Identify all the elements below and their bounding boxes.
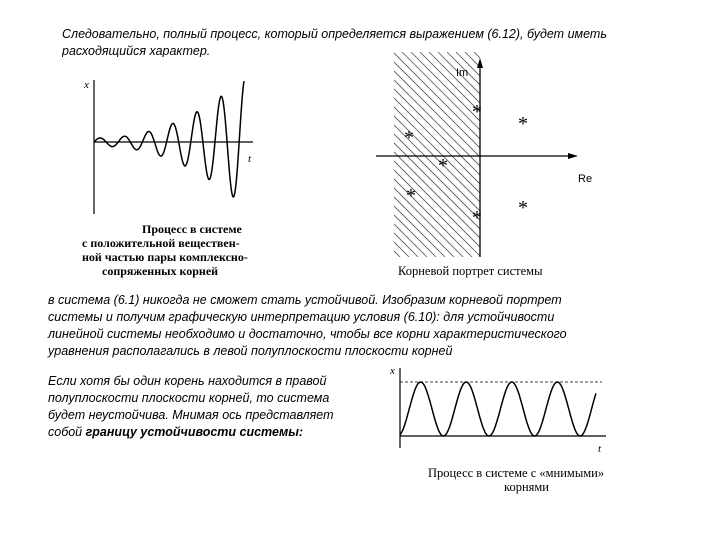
re-axis-label: Re: [578, 173, 593, 185]
hatch-line: [501, 52, 706, 257]
hatch-line: [456, 52, 661, 257]
paragraph-2-line: линейной системы необходимо и достаточно, чтобы все корни характеристического: [48, 327, 567, 341]
paragraph-3-line: полуплоскости плоскости корней, то система: [48, 391, 330, 405]
paragraph-2-line: системы и получим графическую интерпретацию условия (6.10): для устойчивости: [48, 310, 555, 324]
plot2-caption-line: Процесс в системе с «мнимыми»: [428, 466, 605, 480]
root-portrait-caption: Корневой портрет системы: [398, 264, 543, 278]
plot1-caption-line: ной частью пары комплексно-: [82, 250, 248, 264]
paragraph-3: [48, 373, 334, 441]
hatch-line: [474, 52, 679, 257]
hatch-line: [483, 52, 688, 257]
plot1-caption-line: с положительной веществен-: [82, 236, 240, 250]
intro-line-2: расходящийся характер.: [62, 44, 211, 57]
paragraph-3-line: [48, 424, 334, 441]
plot1-caption: [82, 222, 267, 278]
paragraph-2: [48, 292, 567, 360]
root-marker: *: [518, 197, 528, 219]
root-marker: *: [518, 113, 528, 135]
hatch-line: [492, 52, 697, 257]
hatch-line: [465, 52, 670, 257]
plot1-y-label: x: [84, 79, 89, 91]
plot2-x-label: t: [598, 443, 602, 455]
plot2-caption-line: корнями: [504, 480, 549, 494]
imaginary-axis-arrow: [477, 58, 483, 68]
plot1-caption-line: сопряженных корней: [102, 264, 219, 278]
paragraph-3-text: собой: [48, 425, 86, 439]
root-portrait-diagram: [370, 52, 610, 267]
plot1-caption-line: Процесс в системе: [142, 222, 242, 236]
plot2-y-label: x: [390, 365, 395, 377]
root-marker: *: [406, 185, 416, 207]
root-marker: *: [404, 127, 414, 149]
sustained-oscillation-curve: [400, 382, 596, 436]
paragraph-2-line: уравнения располагались в левой полуплоскости плоскости корней: [48, 344, 453, 358]
growing-oscillation-plot: [84, 76, 263, 226]
growing-oscillation-curve: [94, 81, 244, 197]
sustained-oscillation-plot: [384, 362, 614, 457]
stability-boundary-text: границу устойчивости системы:: [85, 425, 304, 439]
root-marker: *: [472, 207, 482, 229]
real-axis-arrow: [568, 153, 578, 159]
intro-line-1: Следовательно, полный процесс, который определяется выражением (6.12), будет иметь: [62, 27, 607, 41]
paragraph-2-line: в система (6.1) никогда не сможет стать устойчивой. Изобразим корневой портрет: [48, 293, 562, 307]
root-marker: *: [438, 155, 448, 177]
plot2-caption: [428, 466, 648, 494]
root-marker: *: [472, 101, 482, 123]
paragraph-3-line: Если хотя бы один корень находится в правой: [48, 374, 327, 388]
plot1-x-label: t: [248, 153, 252, 165]
paragraph-3-line: будет неустойчива. Мнимая ось представляет: [48, 408, 334, 422]
im-axis-label: Im: [456, 67, 469, 79]
